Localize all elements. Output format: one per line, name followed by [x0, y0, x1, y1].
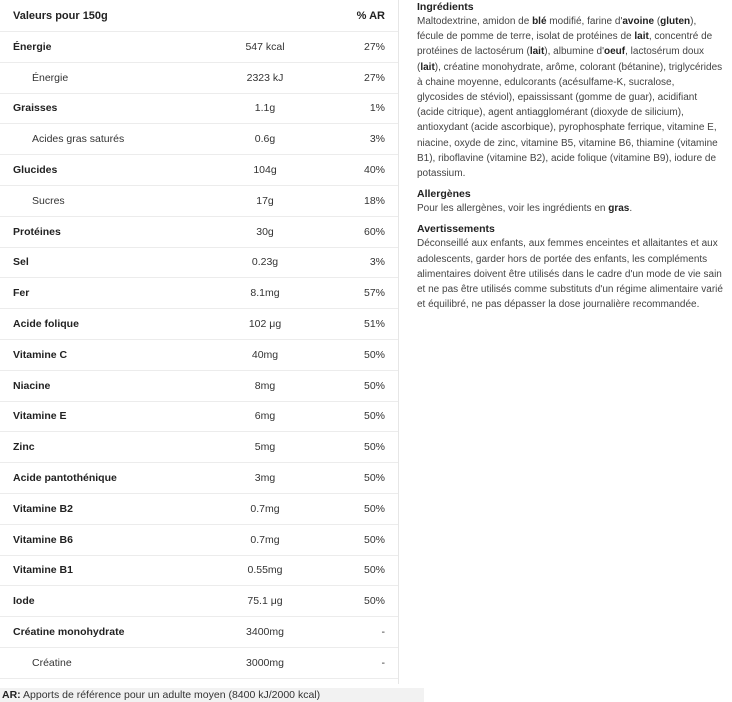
text-segment: (: [654, 16, 661, 27]
row-label: Créatine: [32, 656, 72, 669]
row-label: Acide folique: [13, 318, 79, 331]
row-label: Énergie: [13, 40, 52, 53]
row-ar: -: [381, 656, 385, 669]
row-ar: 60%: [363, 225, 385, 238]
row-ar: 57%: [363, 287, 385, 300]
allergen-highlight: lait: [420, 61, 435, 73]
footnote-text: Apports de référence pour un adulte moyen (8400 kJ/2000 kcal): [20, 689, 321, 701]
row-value: 0.6g: [254, 133, 276, 146]
row-value: 2323 kJ: [246, 71, 284, 84]
row-value: 30g: [256, 225, 274, 238]
ingredients-title: Ingrédients: [417, 1, 474, 13]
row-label: Glucides: [13, 164, 58, 177]
text-segment: ), albumine d': [544, 46, 605, 58]
table-row: [0, 586, 398, 617]
text-segment: Pour les allergènes, voir les ingrédients en: [417, 203, 609, 215]
table-row: [0, 402, 398, 433]
row-label: Vitamine B6: [13, 533, 73, 546]
row-label: Niacine: [13, 379, 51, 392]
table-row: [0, 525, 398, 556]
text-segment: .: [629, 203, 633, 215]
allergen-highlight: blé: [532, 16, 547, 27]
warnings-section: [417, 222, 723, 312]
row-label: Sucres: [32, 194, 65, 207]
text-segment: modifié, farine d': [546, 16, 623, 27]
table-row: [0, 278, 398, 309]
allergen-highlight: lait: [634, 31, 649, 43]
row-value: 3mg: [254, 472, 276, 485]
row-value: 0.7mg: [250, 533, 280, 546]
row-label: Fer: [13, 287, 30, 300]
ingredients-section: [417, 0, 723, 181]
row-ar: 50%: [363, 502, 385, 515]
table-row: [0, 124, 398, 155]
row-value: 1.1g: [254, 102, 276, 115]
row-value: 17g: [256, 194, 274, 207]
table-row: [0, 463, 398, 494]
row-ar: 40%: [363, 164, 385, 177]
row-label: Protéines: [13, 225, 61, 238]
row-value: 0.55mg: [247, 564, 283, 577]
row-value: 3000mg: [246, 656, 284, 669]
text-segment: , concentré de protéines de lactosérum (: [417, 31, 713, 58]
row-value: 8.1mg: [250, 287, 280, 300]
table-row: [0, 94, 398, 125]
text-segment: Maltodextrine, amidon de: [417, 16, 533, 27]
table-row: [0, 155, 398, 186]
row-value: 6mg: [254, 410, 276, 423]
row-ar: 51%: [363, 318, 385, 331]
row-ar: 50%: [363, 410, 385, 423]
row-value: 102 μg: [248, 318, 282, 331]
footnote-abbr: AR:: [2, 689, 21, 701]
table-row: [0, 648, 398, 679]
row-ar: 50%: [363, 441, 385, 454]
table-row: [0, 63, 398, 94]
header-ar: % AR: [356, 9, 385, 22]
table-row: [0, 371, 398, 402]
row-value: 40mg: [251, 348, 279, 361]
row-ar: -: [381, 626, 385, 639]
row-label: Créatine monohydrate: [13, 626, 125, 639]
table-row: [0, 248, 398, 279]
row-label: Vitamine B1: [13, 564, 73, 577]
row-ar: 1%: [369, 102, 385, 115]
header-label: Valeurs pour 150g: [13, 9, 108, 22]
row-value: 3400mg: [246, 626, 284, 639]
table-row: [0, 309, 398, 340]
row-value: 75.1 μg: [247, 595, 283, 608]
row-label: Énergie: [32, 71, 69, 84]
allergen-highlight: gras: [608, 203, 630, 215]
text-segment: , lactosérum doux (: [417, 46, 705, 73]
row-ar: 27%: [363, 40, 385, 53]
table-row: [0, 186, 398, 217]
text-segment: ), fécule de pomme de terre, isolat de protéines de: [417, 16, 697, 43]
row-ar: 18%: [363, 194, 385, 207]
row-label: Vitamine E: [13, 410, 67, 423]
table-body: [0, 32, 398, 679]
row-ar: 50%: [363, 595, 385, 608]
allergens-title: Allergènes: [417, 188, 471, 201]
row-ar: 50%: [363, 564, 385, 577]
row-ar: 50%: [363, 379, 385, 392]
row-value: 104g: [253, 164, 277, 177]
table-row: [0, 217, 398, 248]
table-row: [0, 32, 398, 63]
row-value: 547 kcal: [245, 40, 285, 53]
row-label: Zinc: [13, 441, 35, 454]
row-ar: 50%: [363, 472, 385, 485]
table-header: [0, 0, 398, 32]
table-row: [0, 617, 398, 648]
row-ar: 3%: [369, 133, 385, 146]
row-label: Acides gras saturés: [32, 133, 125, 146]
row-label: Vitamine B2: [13, 502, 73, 515]
row-ar: 27%: [363, 71, 385, 84]
row-value: 5mg: [254, 441, 276, 454]
ingredients-text: [417, 14, 723, 181]
allergen-highlight: oeuf: [604, 46, 626, 58]
allergens-section: [417, 187, 723, 216]
row-value: 8mg: [254, 379, 276, 392]
allergens-text: [417, 201, 723, 216]
row-label: Sel: [13, 256, 29, 269]
row-label: Vitamine C: [13, 348, 68, 361]
allergen-highlight: lait: [529, 46, 545, 58]
row-value: 0.7mg: [250, 502, 280, 515]
warnings-text: Déconseillé aux enfants, aux femmes enceintes et allaitantes et aux adolescents, garder hors de portée des enfants, les compléments alimentaires doivent être utilisés dans le cadre d'un mode de vie sain et ne pas être utilisés comme substituts d'un régime alimentaire varié et équilibré, ne pas dépasser la dose journalière recommandée.: [417, 238, 723, 311]
row-value: 0.23g: [251, 256, 279, 269]
table-row: [0, 432, 398, 463]
warnings-title: Avertissements: [417, 223, 495, 236]
row-ar: 50%: [363, 348, 385, 361]
row-label: Iode: [13, 595, 35, 608]
row-label: Graisses: [13, 102, 58, 115]
row-label: Acide pantothénique: [13, 472, 117, 485]
row-ar: 3%: [369, 256, 385, 269]
product-info: [417, 0, 723, 318]
allergen-highlight: gluten: [660, 16, 691, 27]
table-row: [0, 556, 398, 587]
allergen-highlight: avoine: [622, 16, 655, 27]
table-row: [0, 494, 398, 525]
text-segment: ), créatine monohydrate, arôme, colorant (bétanine), triglycérides à chaine moyenne, edulcorants (acésulfame-K, sucralose, glycosides de stéviol), epaississant (gomme de guar), acidifiant (acide citrique), agent antiagglomérant (dioxyde de silicium), antioxydant (acide ascorbique), pyrophosphate ferrique, vitamine E, niacine, oxyde de zinc, vitamine B5, vitamine B6, thiamine (vitamine B1), riboflavine (vitamine B2), acide folique (vitamine B9), iodure de potassium.: [417, 61, 723, 180]
row-ar: 50%: [363, 533, 385, 546]
table-row: [0, 340, 398, 371]
